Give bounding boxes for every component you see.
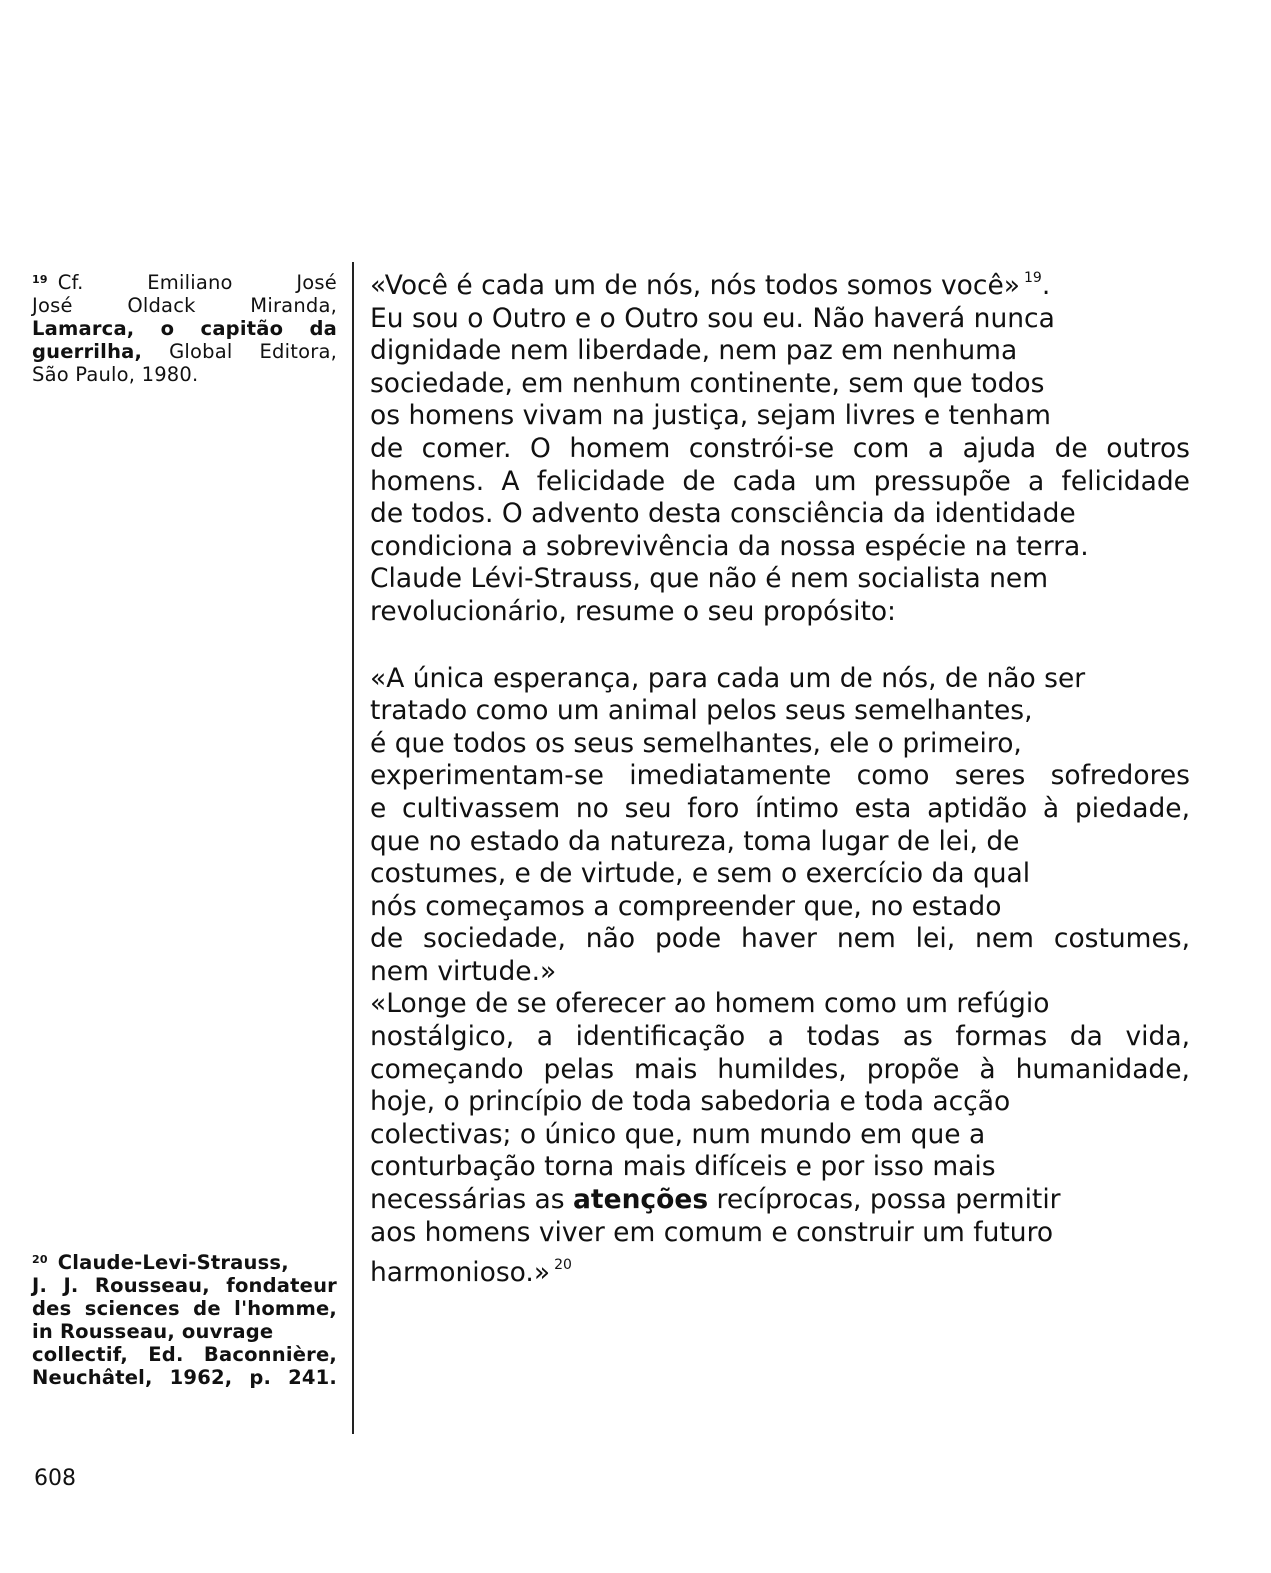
quote-2-line-9: harmonioso.» $^{20}$: [370, 1257, 572, 1289]
quote-2-line-6: conturbação torna mais difíceis e por isso mais: [370, 1151, 996, 1183]
quote-1-line-8: nós começamos a compreender que, no estado: [370, 890, 1002, 922]
bold-word-atencoes: atenções: [573, 1184, 709, 1216]
paragraph-1-line-9: condiciona a sobrevivência da nossa espécie na terra.: [370, 530, 1089, 562]
footnote-ref-19[interactable]: 19: [1023, 270, 1042, 286]
footnote-20-line-6: Neuchâtel, 1962, p. 241.: [32, 1366, 337, 1389]
quote-2: [370, 988, 1190, 1289]
paragraph-1-line-1: «Você é cada um de nós, nós todos somos você» $^{19}$.: [370, 270, 1051, 301]
quote-2-line-7: necessárias as atenções recíprocas, possa permitir: [370, 1184, 1061, 1216]
quote-1-line-5: e cultivassem no seu foro íntimo esta aptidão à piedade,: [370, 792, 1190, 824]
footnote-20-line-2: J. J. Rousseau, fondateur: [32, 1274, 337, 1297]
paragraph-1-line-8: de todos. O advento desta consciência da identidade: [370, 498, 1076, 530]
footnote-19-line-1: $^{19}$ Cf. Emiliano José: [32, 271, 337, 294]
footnote-20-mark: 20: [32, 1253, 48, 1266]
footnote-19-title-line-2: guerrilha,: [32, 340, 143, 363]
paragraph-1-line-4: sociedade, em nenhum continente, sem que todos: [370, 367, 1045, 399]
quote-1-line-1: «A única esperança, para cada um de nós, de não ser: [370, 662, 1086, 694]
quote-1-line-7: costumes, e de virtude, e sem o exercício da qual: [370, 858, 1031, 890]
paragraph-1: [370, 262, 1190, 629]
main-text: [370, 262, 1190, 1290]
footnote-19-mark: 19: [32, 273, 48, 286]
page-number: 608: [34, 1466, 76, 1491]
quote-2-line-1: «Longe de se oferecer ao homem como um refúgio: [370, 988, 1050, 1020]
quote-2-line-4: hoje, o princípio de toda sabedoria e toda acção: [370, 1086, 1011, 1118]
quote-1: [370, 663, 1190, 989]
quote-1-line-2: tratado como um animal pelos seus semelhantes,: [370, 695, 1033, 727]
footnote-19-line-5: São Paulo, 1980.: [32, 363, 199, 386]
footnote-20-line-1: $^{20}$ Claude-Levi-Strauss,: [32, 1251, 289, 1274]
footnote-19-line-2: José Oldack Miranda,: [32, 294, 337, 317]
paragraph-1-line-2: Eu sou o Outro e o Outro sou eu. Não haverá nunca: [370, 302, 1055, 334]
paragraph-1-line-7: homens. A felicidade de cada um pressupõe a felicidade: [370, 465, 1190, 497]
quote-2-line-8: aos homens viver em comum e construir um futuro: [370, 1216, 1054, 1248]
footnote-20-line-3: des sciences de l'homme,: [32, 1297, 337, 1320]
paragraph-1-line-10: Claude Lévi-Strauss, que não é nem socialista nem: [370, 563, 1049, 595]
footnote-20-line-5: collectif, Ed. Baconnière,: [32, 1343, 337, 1366]
footnote-20-line-4: in Rousseau, ouvrage: [32, 1320, 274, 1343]
paragraph-gap: [370, 629, 1190, 663]
quote-1-line-9: de sociedade, não pode haver nem lei, nem costumes,: [370, 923, 1190, 955]
paragraph-1-line-5: os homens vivam na justiça, sejam livres e tenham: [370, 400, 1051, 432]
footnote-20: [32, 1248, 337, 1389]
quote-1-line-10: nem virtude.»: [370, 955, 557, 987]
footnote-ref-20[interactable]: 20: [554, 1257, 572, 1274]
footnote-19-title-line-1: Lamarca, o capitão da: [32, 317, 337, 340]
paragraph-1-line-3: dignidade nem liberdade, nem paz em nenhuma: [370, 335, 1018, 367]
quote-1-line-4: experimentam-se imediatamente como seres sofredores: [370, 760, 1190, 792]
quote-2-line-3: começando pelas mais humildes, propõe à humanidade,: [370, 1053, 1190, 1085]
quote-1-line-6: que no estado da natureza, toma lugar de lei, de: [370, 825, 1020, 857]
footnote-19: [32, 268, 337, 386]
quote-2-line-2: nostálgico, a identificação a todas as formas da vida,: [370, 1021, 1190, 1053]
column-divider: [352, 262, 354, 1434]
quote-2-line-5: colectivas; o único que, num mundo em que a: [370, 1118, 986, 1150]
paragraph-1-line-11: revolucionário, resume o seu propósito:: [370, 595, 896, 627]
paragraph-1-line-6: de comer. O homem constrói-se com a ajuda de outros: [370, 432, 1190, 464]
quote-1-line-3: é que todos os seus semelhantes, ele o primeiro,: [370, 727, 1022, 759]
footnote-19-line-4: guerrilha, Global Editora,: [32, 340, 337, 363]
